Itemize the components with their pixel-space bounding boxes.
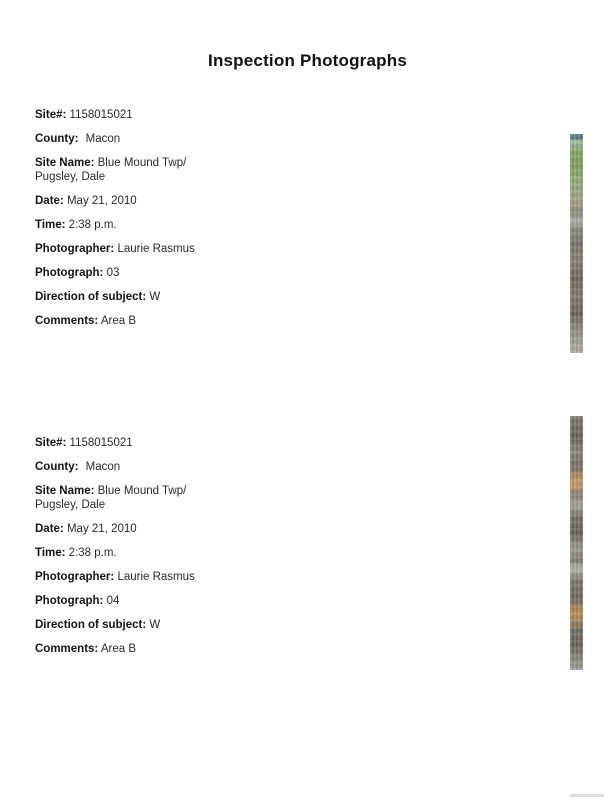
field-photograph-number: [35, 594, 305, 608]
field-county: [35, 460, 305, 474]
field-label: Site#:: [35, 109, 67, 121]
field-site-name: [35, 156, 305, 184]
field-value: W: [149, 291, 161, 303]
photo-strip-grass-and-soil: [570, 134, 583, 353]
field-value: Blue Mound Twp/: [97, 485, 187, 497]
field-site-number: [35, 436, 305, 450]
field-comments: [35, 642, 305, 656]
photo-record-1: [35, 108, 305, 338]
field-value-line2: Pugsley, Dale: [35, 171, 106, 183]
field-value: May 21, 2010: [66, 523, 137, 535]
field-direction-of-subject: [35, 618, 305, 632]
field-value: Blue Mound Twp/: [97, 157, 187, 169]
field-label: Time:: [35, 219, 66, 231]
field-photographer: [35, 242, 305, 256]
field-value: 04: [106, 595, 120, 607]
field-value: Laurie Rasmus: [117, 571, 195, 583]
field-value: W: [149, 619, 161, 631]
field-value: Area B: [100, 315, 136, 327]
field-label: Photographer:: [35, 243, 115, 255]
field-label: County:: [35, 133, 79, 145]
field-county: [35, 132, 305, 146]
field-label: Time:: [35, 547, 66, 559]
field-value: Macon: [85, 461, 121, 473]
field-time: [35, 546, 305, 560]
field-label: Photograph:: [35, 267, 104, 279]
field-label: Comments:: [35, 315, 99, 327]
field-value: 1158015021: [69, 109, 133, 121]
field-label: Direction of subject:: [35, 619, 147, 631]
field-photographer: [35, 570, 305, 584]
field-date: [35, 522, 305, 536]
field-label: Date:: [35, 195, 64, 207]
field-site-number: [35, 108, 305, 122]
field-value: Laurie Rasmus: [117, 243, 195, 255]
field-label: Photograph:: [35, 595, 104, 607]
field-label: County:: [35, 461, 79, 473]
field-value: 2:38 p.m.: [68, 219, 117, 231]
field-value: 2:38 p.m.: [68, 547, 117, 559]
field-date: [35, 194, 305, 208]
photo-record-2: [35, 436, 305, 666]
field-value: Area B: [100, 643, 136, 655]
field-site-name: [35, 484, 305, 512]
photo-strip-soil-with-branch: [570, 416, 583, 670]
field-value-line2: Pugsley, Dale: [35, 499, 106, 511]
field-value: May 21, 2010: [66, 195, 137, 207]
field-value: Macon: [85, 133, 121, 145]
field-photograph-number: [35, 266, 305, 280]
field-label: Site Name:: [35, 485, 95, 497]
field-label: Comments:: [35, 643, 99, 655]
field-direction-of-subject: [35, 290, 305, 304]
field-label: Site#:: [35, 437, 67, 449]
field-time: [35, 218, 305, 232]
photo-strip-bottom-edge: [570, 794, 604, 797]
field-comments: [35, 314, 305, 328]
field-label: Photographer:: [35, 571, 115, 583]
field-label: Direction of subject:: [35, 291, 147, 303]
field-value: 1158015021: [69, 437, 133, 449]
field-label: Date:: [35, 523, 64, 535]
page-title: Inspection Photographs: [208, 51, 407, 71]
field-label: Site Name:: [35, 157, 95, 169]
field-value: 03: [106, 267, 120, 279]
